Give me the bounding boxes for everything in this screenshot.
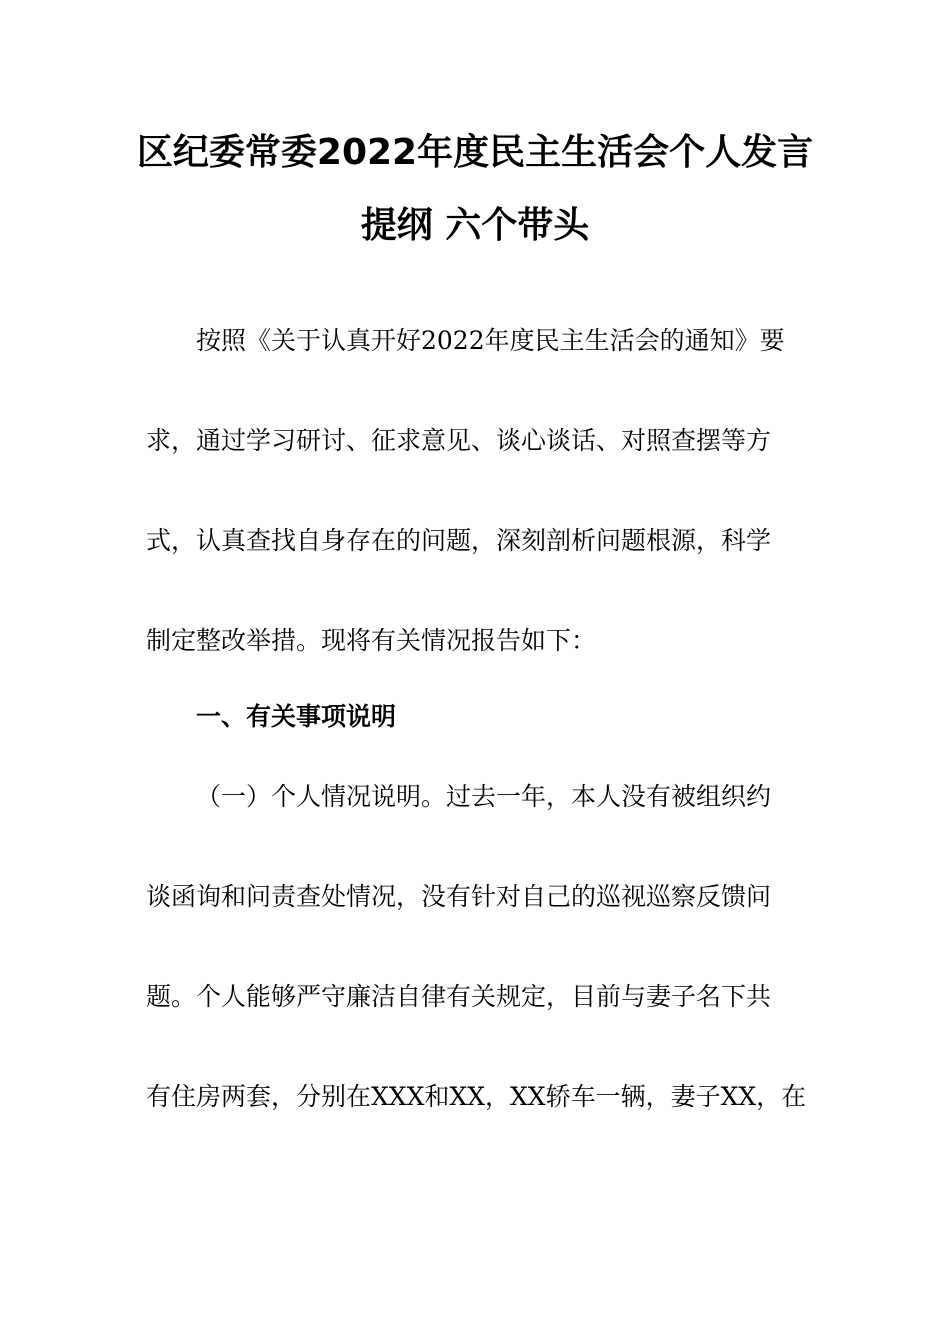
intro-paragraph-line-3: 式，认真查找自身存在的问题，深刻剖析问题根源，科学: [146, 526, 772, 555]
subsection-paragraph-line-1: （一）个人情况说明。过去一年，本人没有被组织约: [196, 782, 772, 811]
intro-paragraph-line-2: 求，通过学习研讨、征求意见、谈心谈话、对照查摆等方: [146, 426, 772, 455]
document-title-line-1: 区纪委常委2022年度民主生活会个人发言: [136, 132, 814, 173]
document-title-line-2: 提纲 六个带头: [360, 205, 590, 246]
intro-paragraph-line-1: 按照《关于认真开好2022年度民主生活会的通知》要: [196, 326, 785, 355]
section-heading-1: 一、有关事项说明: [196, 702, 397, 731]
subsection-paragraph-line-4: 有住房两套，分别在XXX和XX，XX轿车一辆，妻子XX，在: [146, 1082, 807, 1111]
subsection-paragraph-line-3: 题。个人能够严守廉洁自律有关规定，目前与妻子名下共: [146, 982, 772, 1011]
intro-paragraph-line-4: 制定整改举措。现将有关情况报告如下：: [146, 626, 597, 655]
subsection-paragraph-line-2: 谈函询和问责查处情况，没有针对自己的巡视巡察反馈问: [146, 882, 772, 911]
